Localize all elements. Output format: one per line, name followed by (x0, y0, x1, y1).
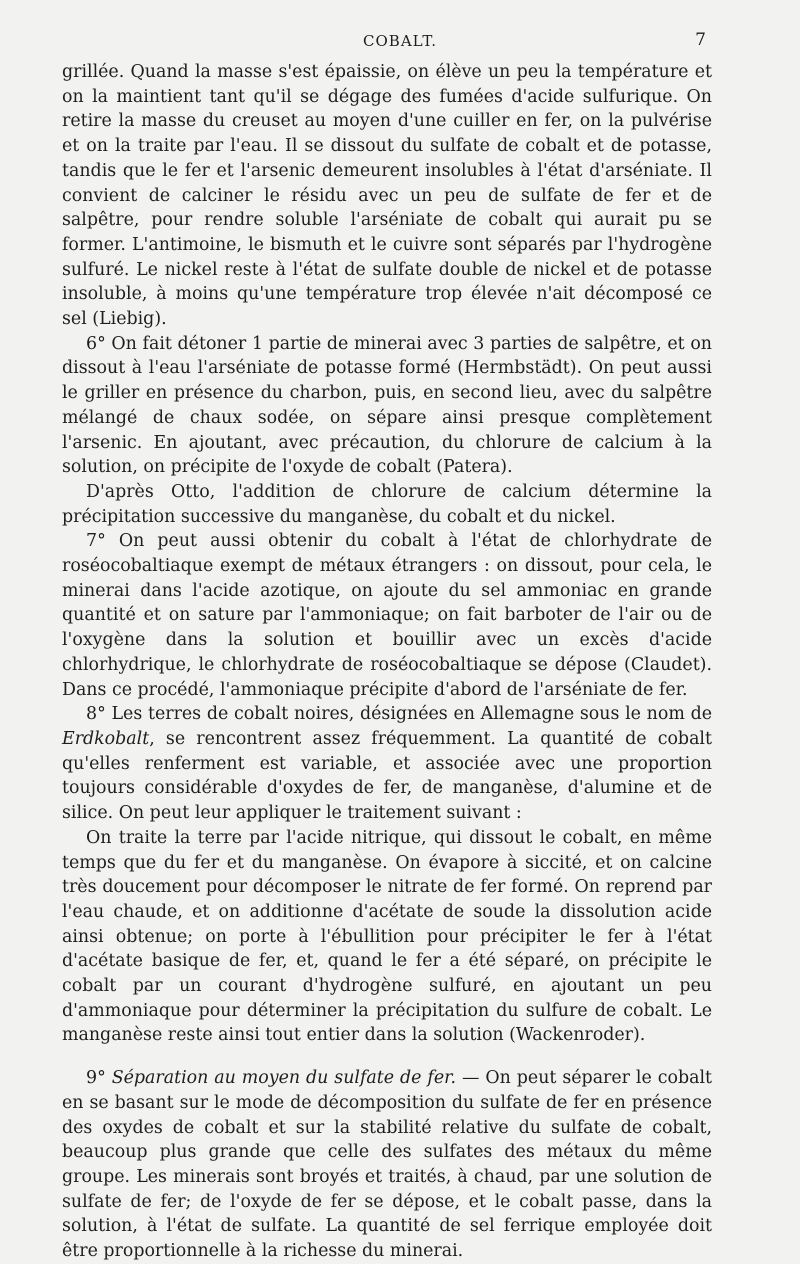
page-number: 7 (695, 30, 706, 50)
running-head (0, 30, 800, 54)
paragraph-method-6: 6° On fait détoner 1 partie de minerai avec 3 parties de salpêtre, et on dissout à l'eau l'arséniate de potasse formé (Hermbstädt). On peut aussi le griller en présence du charbon, puis, en second lieu, avec du salpêtre mélangé de chaux sodée, on sépare ainsi presque complètement l'arsenic. En ajoutant, avec précaution, du chlorure de calcium à la solution, on précipite de l'oxyde de cobalt (Patera). (62, 333, 712, 478)
paragraph-treatment: On traite la terre par l'acide nitrique, qui dissout le cobalt, en même temps que du fer et du manganèse. On évapore à siccité, et on calcine très doucement pour décomposer le nitrate de fer formé. On reprend par l'eau chaude, et on additionne d'acétate de soude la dissolution acide ainsi obtenue; on porte à l'ébullition pour précipiter le fer à l'état d'acétate basique de fer, et, quand le fer a été séparé, on précipite le cobalt par un courant d'hydrogène sulfuré, en ajoutant un peu d'ammoniaque pour déterminer la précipitation du sulfure de cobalt. Le manganèse reste ainsi tout entier dans la solution (Wackenroder). (62, 827, 712, 1046)
term-erdkobalt: Erdkobalt (62, 728, 150, 749)
paragraph-method-7: 7° On peut aussi obtenir du cobalt à l'état de chlorhydrate de roséocobaltiaque exempt de métaux étrangers : on dissout, pour cela, le minerai dans l'acide azotique, on ajoute du sel ammoniac en grande quantité et on sature par l'ammoniaque; on fait barboter de l'air ou de l'oxygène dans la solution et bouillir avec un excès d'acide chlorhydrique, le chlorhydrate de roséocobaltiaque se dépose (Claudet). Dans ce procédé, l'ammoniaque précipite d'abord de l'arséniate de fer. (62, 531, 712, 700)
paragraph-otto: D'après Otto, l'addition de chlorure de calcium détermine la précipitation successive du manganèse, du cobalt et du nickel. (62, 481, 712, 527)
paragraph-continuation: grillée. Quand la masse s'est épaissie, on élève un peu la température et on la maintient tant qu'il se dégage des fumées d'acide sulfurique. On retire la masse du creuset au moyen d'une cuiller en fer, on la pulvérise et on la traite par l'eau. Il se dissout du sulfate de cobalt et de potasse, tandis que le fer et l'arsenic demeurent insolubles à l'état d'arséniate. Il convient de calciner le résidu avec un peu de sulfate de fer et de salpêtre, pour rendre soluble l'arséniate de cobalt qui aurait pu se former. L'antimoine, le bismuth et le cuivre sont séparés par l'hydrogène sulfuré. Le nickel reste à l'état de sulfate double de nickel et de potasse insoluble, à moins qu'une température trop élevée n'ait décomposé ce sel (Liebig). (62, 62, 712, 330)
body-text (62, 60, 712, 1264)
paragraph-method-9: 9° Séparation au moyen du sulfate de fer. — On peut séparer le cobalt en se basant sur le mode de décomposition du sulfate de fer en présence des oxydes de cobalt et sur la stabilité relative du sulfate de cobalt, beaucoup plus grande que celle des sulfates des métaux du même groupe. Les minerais sont broyés et traités, à chaud, par une solution de sulfate de fer; de l'oxyde de fer se dépose, et le cobalt passe, dans la solution, à l'état de sulfate. La quantité de sel ferrique employée doit être proportionnelle à la richesse du minerai. (62, 1068, 712, 1262)
section-heading-sulfate: Séparation au moyen du sulfate de fer. (111, 1068, 457, 1089)
paragraph-method-8: 8° Les terres de cobalt noires, désignées en Allemagne sous le nom de Erdkobalt, se rencontrent assez fréquemment. La quantité de cobalt qu'elles renferment est variable, et associée avec une proportion toujours considérable d'oxydes de fer, de manganèse, d'alumine et de silice. On peut leur appliquer le traitement suivant : (62, 704, 712, 824)
running-title: COBALT. (363, 32, 437, 50)
